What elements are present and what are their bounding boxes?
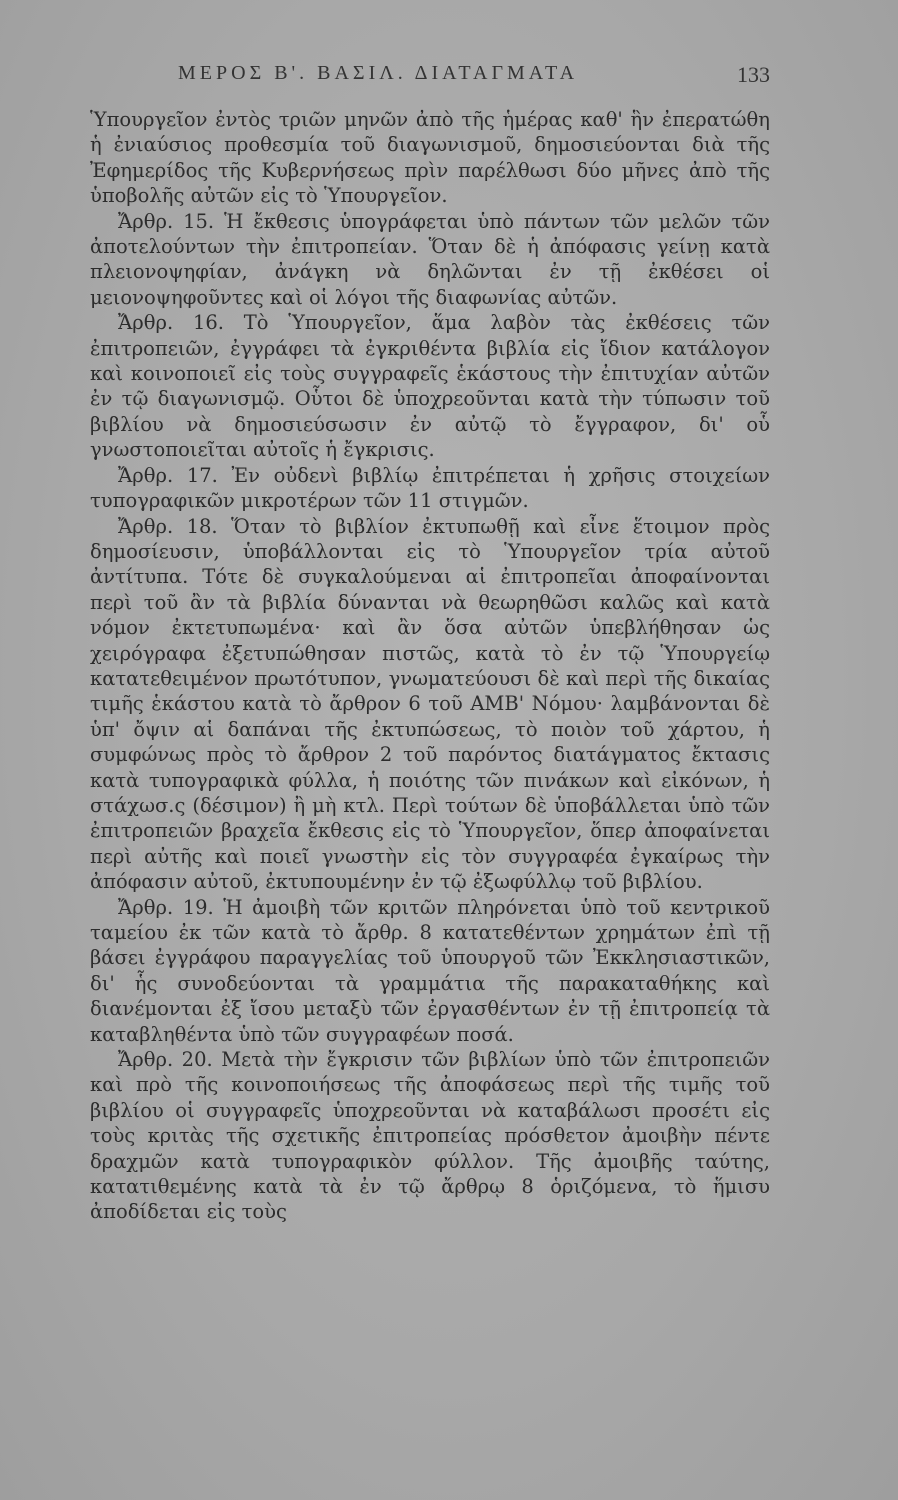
article-15: Ἄρθρ. 15. Ἡ ἔκθεσις ὑπογράφεται ὑπὸ πάντων τῶν μελῶν τῶν ἀποτελούντων τὴν ἐπιτροπείαν. Ὅταν δὲ ἡ ἀπόφασις γείνῃ κατὰ πλειονοψηφίαν, ἀνάγκη νὰ δηλῶνται ἐν τῇ ἐκθέσει οἱ μειονοψηφοῦντες καὶ οἱ λόγοι τῆς διαφωνίας αὐτῶν. [90,209,770,309]
article-17: Ἄρθρ. 17. Ἐν οὐδενὶ βιβλίῳ ἐπιτρέπεται ἡ χρῆσις στοιχείων τυπογραφικῶν μικροτέρων τῶν 11 στιγμῶν. [90,463,770,513]
page-number: 133 [737,62,770,87]
article-18: Ἄρθρ. 18. Ὅταν τὸ βιβλίον ἐκτυπωθῇ καὶ εἶνε ἕτοιμον πρὸς δημοσίευσιν, ὑποβάλλονται εἰς τὸ Ὑπουργεῖον τρία αὐτοῦ ἀντίτυπα. Τότε δὲ συγκαλούμεναι αἱ ἐπιτροπεῖαι ἀποφαίνονται περὶ τοῦ ἂν τὰ βιβλία δύνανται νὰ θεωρηθῶσι καλῶς καὶ κατὰ νόμον ἐκτετυπωμένα· καὶ ἂν ὅσα αὐτῶν ὑπεβλήθησαν ὡς χειρόγραφα ἐξετυπώθησαν πιστῶς, κατὰ τὸ ἐν τῷ Ὑπουργείῳ κατατεθειμένον πρωτότυπον, γνωματεύουσι δὲ καὶ περὶ τῆς δικαίας τιμῆς ἑκάστου κατὰ τὸ ἄρθρον 6 τοῦ ΑΜΒ' Νόμου· λαμβάνονται δὲ ὑπ' ὄψιν αἱ δαπάναι τῆς ἐκτυπώσεως, τὸ ποιὸν τοῦ χάρτου, ἡ συμφώνως πρὸς τὸ ἄρθρον 2 τοῦ παρόντος διατάγματος ἔκτασις κατὰ τυπογραφικὰ φύλλα, ἡ ποιότης τῶν πινάκων καὶ εἰκόνων, ἡ στάχωσ.ς (δέσιμον) ἢ μὴ κτλ. Περὶ τούτων δὲ ὑποβάλλεται ὑπὸ τῶν ἐπιτροπειῶν βραχεῖα ἔκθεσις εἰς τὸ Ὑπουργεῖον, ὅπερ ἀποφαίνεται περὶ αὐτῆς καὶ ποιεῖ γνωστὴν εἰς τὸν συγγραφέα ἐγκαίρως τὴν ἀπόφασιν αὐτοῦ, ἐκτυπουμένην ἐν τῷ ἐξωφύλλῳ τοῦ βιβλίου. [90,514,770,894]
article-20: Ἄρθρ. 20. Μετὰ τὴν ἔγκρισιν τῶν βιβλίων ὑπὸ τῶν ἐπιτροπειῶν καὶ πρὸ τῆς κοινοποιήσεως τῆς ἀποφάσεως περὶ τῆς τιμῆς τοῦ βιβλίου οἱ συγγραφεῖς ὑποχρεοῦνται νὰ καταβάλωσι προσέτι εἰς τοὺς κριτὰς τῆς σχετικῆς ἐπιτροπείας πρόσθετον ἀμοιβὴν πέντε δραχμῶν κατὰ τυπογραφικὸν φύλλον. Τῆς ἀμοιβῆς ταύτης, κατατιθεμένης κατὰ τὰ ἐν τῷ ἄρθρῳ 8 ὁριζόμενα, τὸ ἥμισυ ἀποδίδεται εἰς τοὺς [90,1048,770,1224]
paragraph-continuation: Ὑπουργεῖον ἐντὸς τριῶν μηνῶν ἀπὸ τῆς ἡμέρας καθ' ἣν ἐπερατώθη ἡ ἐνιαύσιος προθεσμία τοῦ διαγωνισμοῦ, δημοσιεύονται διὰ τῆς Ἐφημερίδος τῆς Κυβερνήσεως πρὶν παρέλθωσι δύο μῆνες ἀπὸ τῆς ὑποβολῆς αὐτῶν εἰς τὸ Ὑπουργεῖον. [90,108,770,208]
page-header [0,62,898,96]
article-16: Ἄρθρ. 16. Τὸ Ὑπουργεῖον, ἅμα λαβὸν τὰς ἐκθέσεις τῶν ἐπιτροπειῶν, ἐγγράφει τὰ ἐγκριθέντα βιβλία εἰς ἴδιον κατάλογον καὶ κοινοποιεῖ εἰς τοὺς συγγραφεῖς ἑκάστους τὴν ἐπιτυχίαν αὐτῶν ἐν τῷ διαγωνισμῷ. Οὗτοι δὲ ὑποχρεοῦνται κατὰ τὴν τύπωσιν τοῦ βιβλίου νὰ δημοσιεύσωσιν ἐν αὐτῷ τὸ ἔγγραφον, δι' οὗ γνωστοποιεῖται αὐτοῖς ἡ ἔγκρισις. [90,311,770,462]
body-text [90,107,770,1225]
running-title: ΜΕΡΟΣ Β'. ΒΑΣΙΛ. ΔΙΑΤΑΓΜΑΤΑ [178,62,579,84]
article-19: Ἄρθρ. 19. Ἡ ἀμοιβὴ τῶν κριτῶν πληρόνεται ὑπὸ τοῦ κεντρικοῦ ταμείου ἐκ τῶν κατὰ τὸ ἄρθρ. 8 κατατεθέντων χρημάτων ἐπὶ τῇ βάσει ἐγγράφου παραγγελίας τοῦ ὑπουργοῦ τῶν Ἐκκλησιαστικῶν, δι' ἧς συνοδεύονται τὰ γραμμάτια τῆς παρακαταθήκης καὶ διανέμονται ἐξ ἴσου μεταξὺ τῶν ἐργασθέντων ἐν τῇ ἐπιτροπείᾳ τὰ καταβληθέντα ὑπὸ τῶν συγγραφέων ποσά. [90,895,770,1046]
